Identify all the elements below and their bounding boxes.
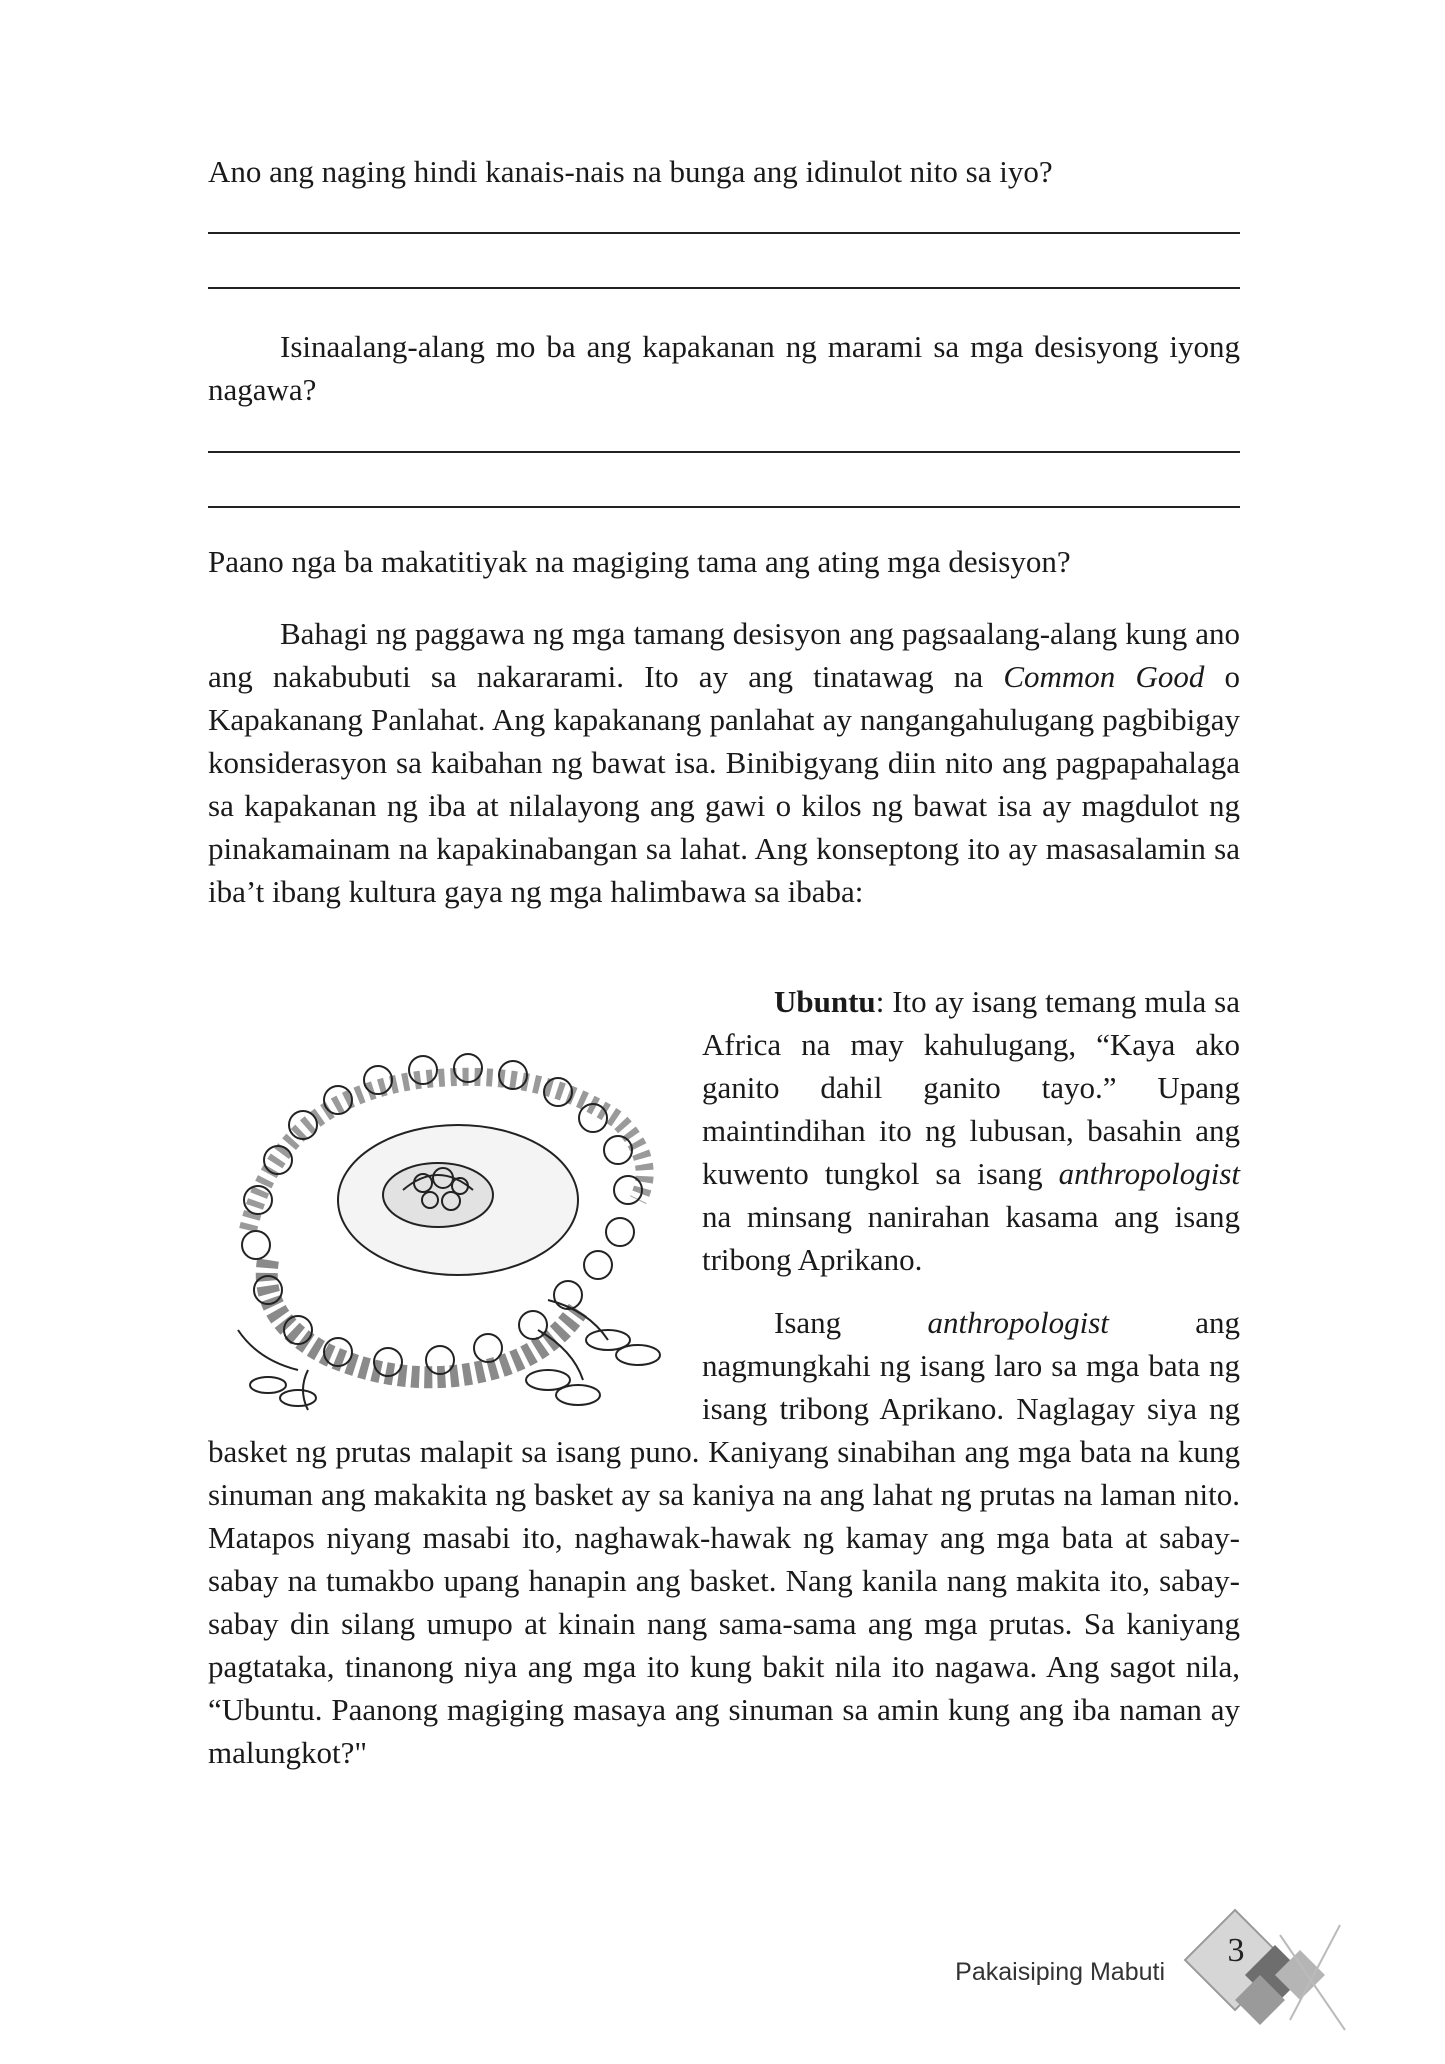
children-circle-illustration-icon	[208, 1000, 688, 1420]
ubuntu-italic: anthropologist	[1058, 1156, 1240, 1191]
question-3	[208, 540, 1240, 583]
answer-line-1a[interactable]	[208, 232, 1240, 234]
footer-title: Pakaisiping Mabuti	[955, 1958, 1165, 1986]
paragraph-common-good	[208, 612, 1240, 913]
answer-line-1b[interactable]	[208, 287, 1240, 289]
story-part2: ang nagmungkahi ng isang laro sa mga bata ng isang tribong Aprikano. Naglagay siya ng basket ng prutas malapit sa isang puno. Kaniyang sinabihan ang mga bata na kung sinuman ang makakita ng basket ay sa kaniya na ang lahat ng prutas na laman nito. Matapos niyang masabi ito, naghawak-hawak ng kamay ang mga bata at sabay-sabay na tumakbo upang hanapin ang basket. Nang kanila nang makita ito, sabay-sabay din silang umupo at kinain nang sama-sama ang mga prutas. Sa kaniyang pagtataka, tinanong niya ang mga ito kung bakit nila ito nagawa. Ang sagot nila, “Ubuntu. Paanong magiging masaya ang sinuman sa amin kung ang iba naman ay malungkot?"	[208, 1305, 1240, 1770]
page-diamond-decoration-icon	[1180, 1905, 1350, 2035]
question-2	[208, 325, 1240, 411]
question-1	[208, 150, 1240, 193]
ubuntu-part1: : Ito ay isang temang mula sa Africa na may kahulugang, “Kaya ako ganito dahil ganito tayo.” Upang maintindihan ito ng lubusan, basahin ang kuwento tungkol sa isang	[702, 984, 1240, 1191]
question-3-text: Paano nga ba makatitiyak na magiging tama ang ating mga desisyon?	[208, 544, 1071, 579]
answer-line-2b[interactable]	[208, 506, 1240, 508]
para1-part1: Bahagi ng paggawa ng mga tamang desisyon ang pagsaalang-alang kung ano ang nakabubuti sa nakararami. Ito ay ang tinatawag na	[208, 616, 1240, 694]
common-good-term: Common Good	[1003, 659, 1205, 694]
ubuntu-section	[208, 980, 1240, 1774]
story-part1: Isang	[774, 1305, 928, 1340]
question-2-text: Isinaalang-alang mo ba ang kapakanan ng marami sa mga desisyong iyong nagawa?	[208, 329, 1240, 407]
ubuntu-part2: na minsang nanirahan kasama ang isang tribong Aprikano.	[702, 1199, 1240, 1277]
page-number: 3	[1227, 1932, 1245, 1969]
story-italic: anthropologist	[927, 1305, 1109, 1340]
question-1-text: Ano ang naging hindi kanais-nais na bunga ang idinulot nito sa iyo?	[208, 154, 1053, 189]
ubuntu-illustration	[208, 1000, 688, 1420]
para1-part2: o Kapakanang Panlahat. Ang kapakanang panlahat ay nangangahulugang pagbibigay konsiderasyon sa kaibahan ng bawat isa. Binibigyang diin nito ang pagpapahalaga sa kapakanan ng iba at nilalayong ang gawi o kilos ng bawat isa ay magdulot ng pinakamainam na kapakinabangan sa lahat. Ang konseptong ito ay masasalamin sa iba’t ibang kultura gaya ng mga halimbawa sa ibaba:	[208, 659, 1241, 909]
answer-line-2a[interactable]	[208, 451, 1240, 453]
ubuntu-term: Ubuntu	[774, 984, 876, 1019]
